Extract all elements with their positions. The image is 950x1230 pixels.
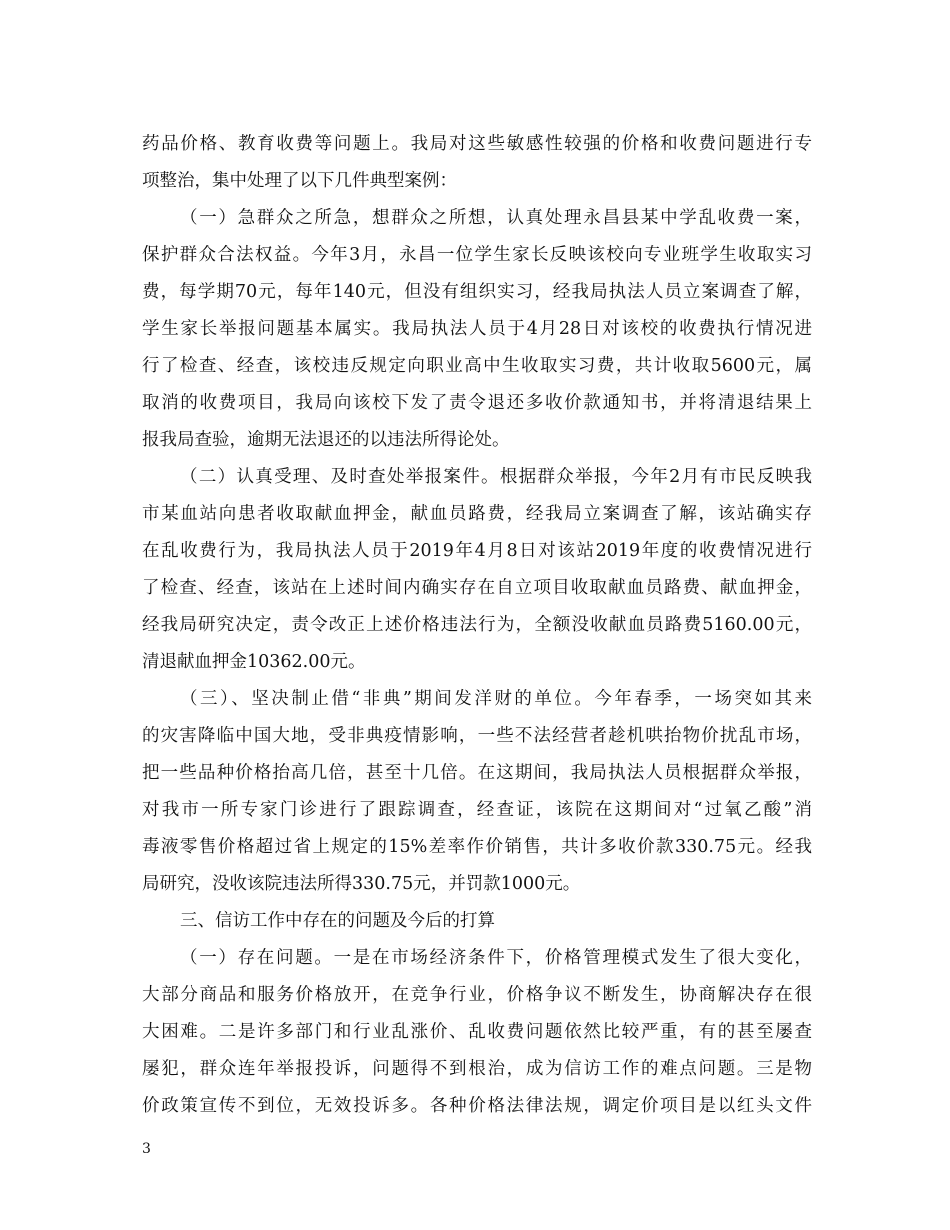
document-body [142,126,812,1125]
text-line: （三）、坚决制止借“非典”期间发洋财的单位。今年春季，一场突如其来 [180,689,812,709]
text-line: 药品价格、教育收费等问题上。我局对这些敏感性较强的价格和收费问题进行专 [142,134,812,154]
text-line: 经我局研究决定，责令改正上述价格违法行为，全额没收献血员路费5160.00元， [142,615,812,635]
text-line: 毒液零售价格超过省上规定的15%差率作价销售，共计多收价款330.75元。经我 [142,837,812,857]
text-line: 大部分商品和服务价格放开，在竞争行业，价格争议不断发生，协商解决存在很 [142,985,812,1005]
text-line: 报我局查验，逾期无法退还的以违法所得论处。 [142,430,510,450]
text-line: 费，每学期70元，每年140元，但没有组织实习，经我局执法人员立案调查了解， [142,282,812,302]
text-line: 项整治，集中处理了以下几件典型案例： [142,171,457,191]
text-line: 了检查、经查，该站在上述时间内确实存在自立项目收取献血员路费、献血押金， [142,578,812,598]
text-line: 保护群众合法权益。今年3月，永昌一位学生家长反映该校向专业班学生收取实习 [142,245,812,265]
text-line: 价政策宣传不到位，无效投诉多。各种价格法律法规，调定价项目是以红头文件 [142,1096,812,1116]
text-line: 把一些品种价格抬高几倍，甚至十几倍。在这期间，我局执法人员根据群众举报， [142,763,812,783]
page-number: 3 [142,1141,151,1157]
text-line: 取消的收费项目，我局向该校下发了责令退还多收价款通知书，并将清退结果上 [142,393,812,413]
text-line: 在乱收费行为，我局执法人员于2019年4月8日对该站2019年度的收费情况进行 [142,541,812,561]
text-line: 大困难。二是许多部门和行业乱涨价、乱收费问题依然比较严重，有的甚至屡查 [142,1022,812,1042]
text-line: 屡犯，群众连年举报投诉，问题得不到根治，成为信访工作的难点问题。三是物 [142,1059,812,1079]
text-line: （一）急群众之所急，想群众之所想，认真处理永昌县某中学乱收费一案， [180,208,812,228]
text-line: 学生家长举报问题基本属实。我局执法人员于4月28日对该校的收费执行情况进 [142,319,812,339]
text-line: 清退献血押金10362.00元。 [142,652,366,672]
text-line: （二）认真受理、及时查处举报案件。根据群众举报，今年2月有市民反映我 [180,467,812,487]
text-line: （一）存在问题。一是在市场经济条件下，价格管理模式发生了很大变化， [180,948,812,968]
text-line: 的灾害降临中国大地，受非典疫情影响，一些不法经营者趁机哄抬物价扰乱市场， [142,726,812,746]
text-line: 行了检查、经查，该校违反规定向职业高中生收取实习费，共计收取5600元，属 [142,356,812,376]
text-line: 局研究，没收该院违法所得330.75元，并罚款1000元。 [142,874,581,894]
text-line: 三、信访工作中存在的问题及今后的打算 [180,911,495,931]
text-line: 市某血站向患者收取献血押金，献血员路费，经我局立案调查了解，该站确实存 [142,504,812,524]
text-line: 对我市一所专家门诊进行了跟踪调查，经查证，该院在这期间对“过氧乙酸”消 [142,800,812,820]
